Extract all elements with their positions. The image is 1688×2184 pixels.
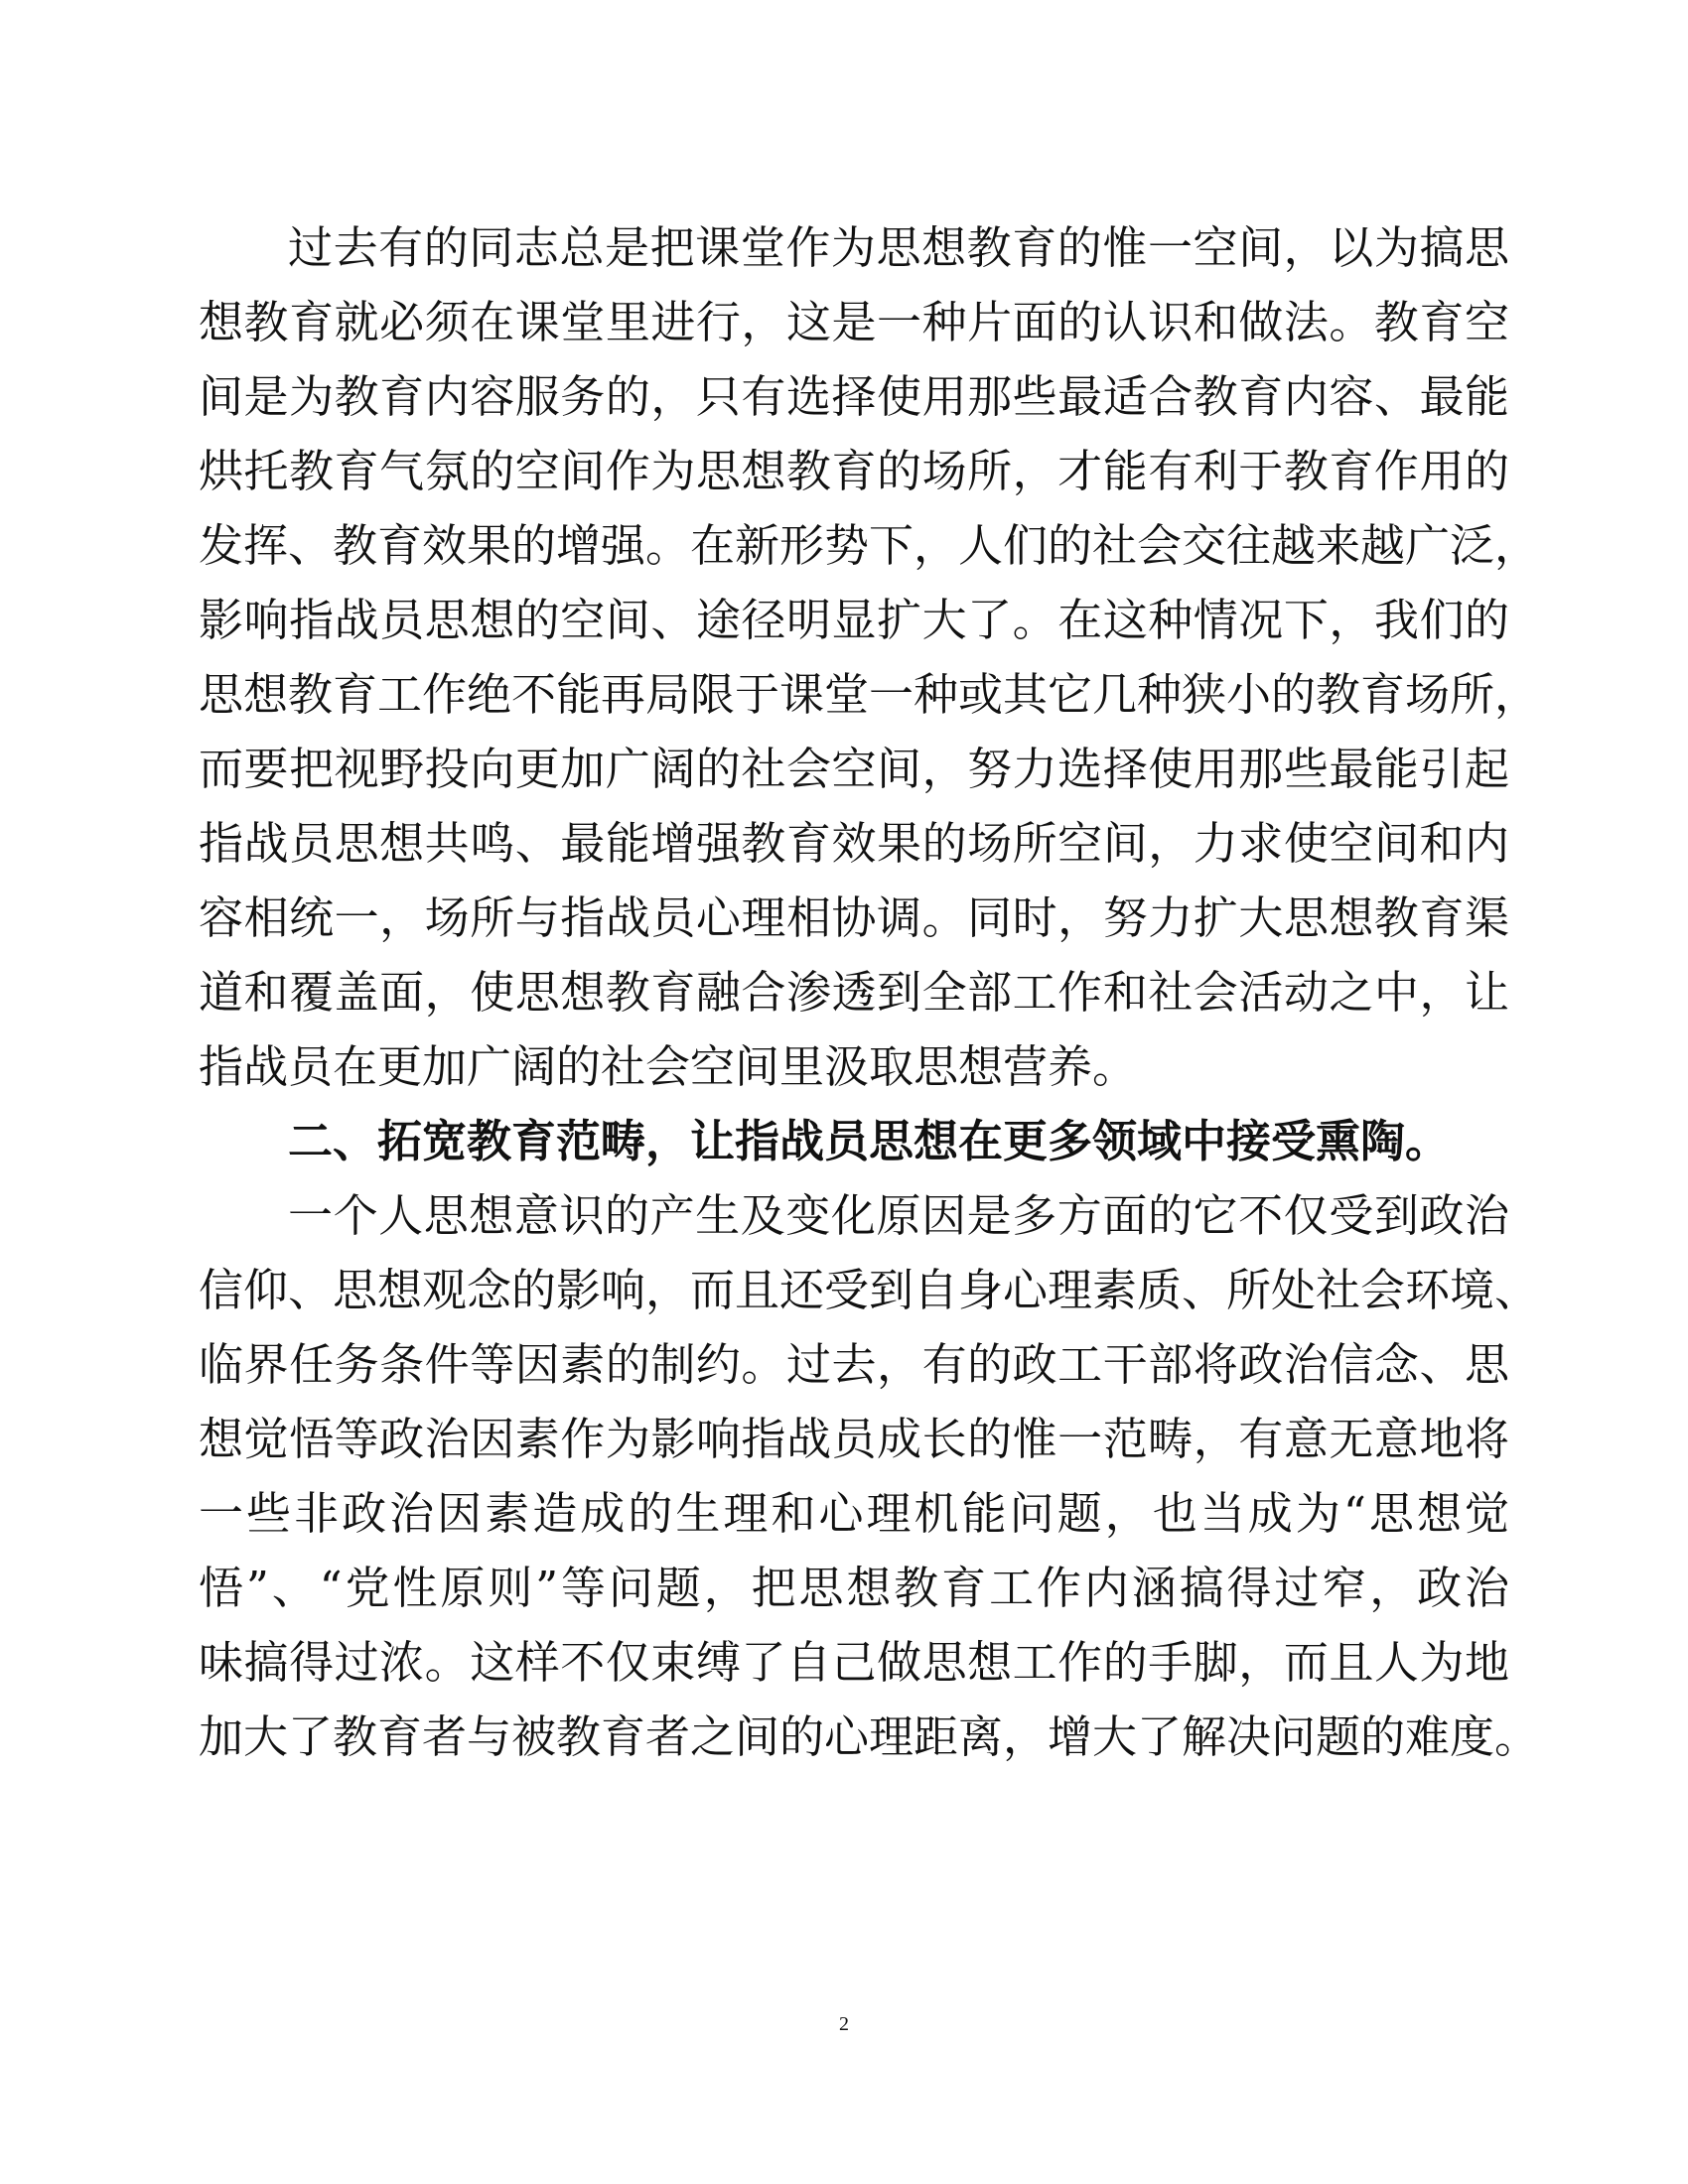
paragraph-line: 味搞得过浓。这样不仅束缚了自己做思想工作的手脚，而且人为地 bbox=[199, 1636, 1509, 1689]
page-number: 2 bbox=[839, 2013, 849, 2035]
paragraph-line: 一些非政治因素造成的生理和心理机能问题，也当成为“思想觉 bbox=[199, 1487, 1509, 1540]
paragraph-line: 想觉悟等政治因素作为影响指战员成长的惟一范畴，有意无意地将 bbox=[199, 1413, 1509, 1465]
paragraph-line: 一个人思想意识的产生及变化原因是多方面的它不仅受到政治 bbox=[288, 1189, 1509, 1242]
paragraph-line: 而要把视野投向更加广阔的社会空间，努力选择使用那些最能引起 bbox=[199, 743, 1509, 795]
paragraph-line: 影响指战员思想的空间、途径明显扩大了。在这种情况下，我们的 bbox=[199, 594, 1509, 646]
paragraph-line: 悟”、“党性原则”等问题，把思想教育工作内涵搞得过窄，政治 bbox=[199, 1562, 1509, 1614]
paragraph-line: 间是为教育内容服务的，只有选择使用那些最适合教育内容、最能 bbox=[199, 370, 1509, 423]
body-text bbox=[199, 210, 1540, 1774]
paragraph-line: 指战员思想共鸣、最能增强教育效果的场所空间，力求使空间和内 bbox=[199, 817, 1509, 870]
paragraph-line: 烘托教育气氛的空间作为思想教育的场所，才能有利于教育作用的 bbox=[199, 445, 1509, 497]
paragraph-line: 加大了教育者与被教育者之间的心理距离，增大了解决问题的难度。 bbox=[199, 1710, 1540, 1763]
paragraph-line: 指战员在更加广阔的社会空间里汲取思想营养。 bbox=[199, 1040, 1138, 1093]
paragraph-line: 发挥、教育效果的增强。在新形势下，人们的社会交往越来越广泛， bbox=[199, 519, 1540, 572]
paragraph-line: 想教育就必须在课堂里进行，这是一种片面的认识和做法。教育空 bbox=[199, 296, 1509, 348]
paragraph-line: 道和覆盖面，使思想教育融合渗透到全部工作和社会活动之中，让 bbox=[199, 966, 1509, 1019]
section-heading: 二、拓宽教育范畴，让指战员思想在更多领域中接受熏陶。 bbox=[288, 1115, 1451, 1167]
paragraph-line: 信仰、思想观念的影响，而且还受到自身心理素质、所处社会环境、 bbox=[199, 1264, 1540, 1316]
paragraph-line: 临界任务条件等因素的制约。过去，有的政工干部将政治信念、思 bbox=[199, 1338, 1509, 1391]
paragraph-line: 容相统一，场所与指战员心理相协调。同时，努力扩大思想教育渠 bbox=[199, 891, 1509, 944]
paragraph-line: 过去有的同志总是把课堂作为思想教育的惟一空间，以为搞思 bbox=[288, 221, 1509, 274]
paragraph-line: 思想教育工作绝不能再局限于课堂一种或其它几种狭小的教育场所， bbox=[199, 668, 1540, 721]
